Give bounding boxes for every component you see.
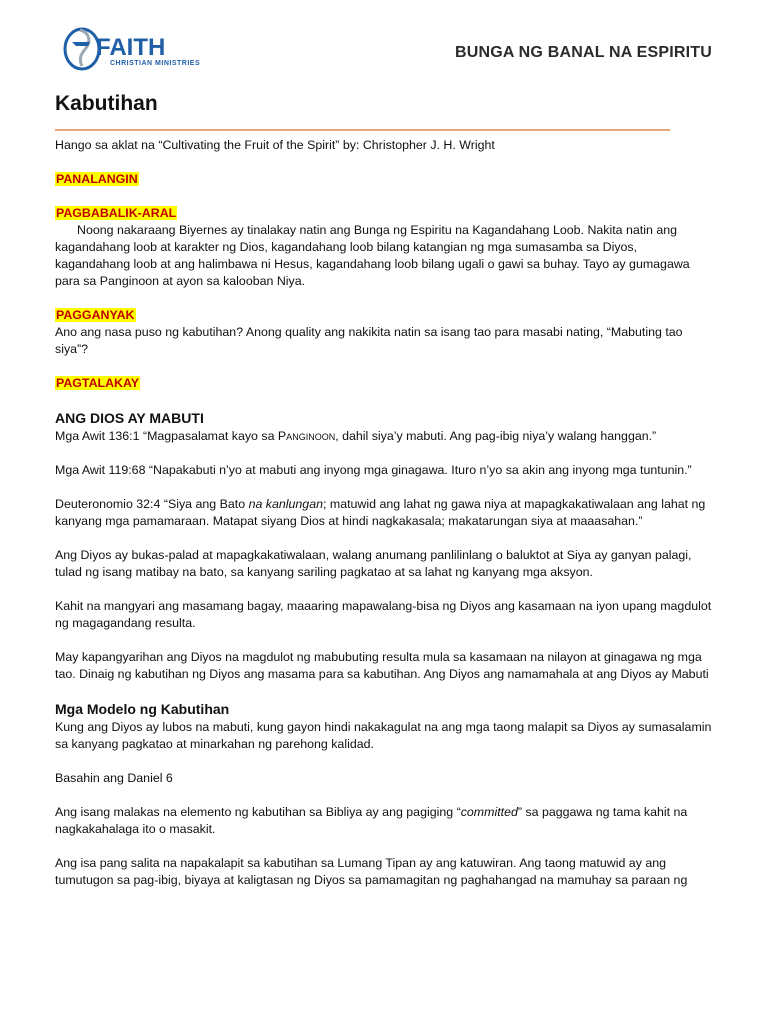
logo-text: FAITH <box>96 34 166 61</box>
paragraph-kapangyarihan: May kapangyarihan ang Diyos na magdulot ng mabubuting resulta mula sa kasamaan na nilayon at ginagawa ng mga tao. Dinaig ng kabutihan ng Diyos ang masama para sa kabutihan. Ang Diyos ang namamahala at ang Diyos ay Mabuti <box>55 650 709 681</box>
review-paragraph: Noong nakaraang Biyernes ay tinalakay natin ang Bunga ng Espiritu na Kagandahang Loob. Nakita natin ang kagandahang loob at karakter ng Dios, kagandahang loob bilang katangian ng mga sumasamba sa Diyos, kagandahang loob at ang halimbawa ni Hesus, kagandahang loob bilang ugali o gawi sa buhay. Tayo ay gumagawa para sa Panginoon at ayon sa kalooban Niya. <box>55 223 690 288</box>
paragraph-modelo: Kung ang Diyos ay lubos na mabuti, kung gayon hindi nakakagulat na ang mga taong malapit sa Diyos ay sumasalamin sa kanyang pagkatao at minarkahan ng parehong kalidad. <box>55 720 712 751</box>
paragraph-masamang-bagay: Kahit na mangyari ang masamang bagay, maaaring mapawalang-bisa ng Diyos ang kasamaan na iyon upang magdulot ng magagandang resulta. <box>55 599 712 630</box>
paragraph-committed: Ang isang malakas na elemento ng kabutihan sa Bibliya ay ang pagiging “committed” sa paggawa ng tama kahit na nagkakahalaga ito o masakit. <box>55 805 688 836</box>
section-label-panalangin: PANALANGIN <box>56 172 138 186</box>
paragraph-bukas-palad: Ang Diyos ay bukas-palad at mapagkakatiwalaan, walang anumang panlilinlang o baluktot at Siya ay ganyan palagi, tulad ng isang matibay na bato, sa kanyang sariling pagkatao at sa lahat ng kanyang mga aksyon. <box>55 548 692 579</box>
verse-awit-136: Mga Awit 136:1 “Magpasalamat kayo sa Panginoon, dahil siya’y mabuti. Ang pag-ibig niya’y walang hanggan.” <box>55 429 657 443</box>
heading-mga-modelo: Mga Modelo ng Kabutihan <box>55 701 230 717</box>
page-title: Kabutihan <box>55 92 158 115</box>
paragraph-basahin-daniel: Basahin ang Daniel 6 <box>55 771 173 785</box>
source-line: Hango sa aklat na “Cultivating the Fruit of the Spirit” by: Christopher J. H. Wright <box>55 138 495 152</box>
verse-deuteronomio: Deuteronomio 32:4 “Siya ang Bato na kanlungan; matuwid ang lahat ng gawa niya at mapagkakatiwalaan ang lahat ng kanyang mga pamamaraan. Matapat siyang Dios at hindi nagkakasala; makatarungan siya at maaasahan.” <box>55 497 706 528</box>
section-label-pagbabalik-aral: PAGBABALIK-ARAL <box>56 206 177 220</box>
section-label-pagganyak: PAGGANYAK <box>56 308 135 322</box>
faith-logo <box>58 22 208 74</box>
document-body <box>55 137 715 889</box>
logo-subtext: CHRISTIAN MINISTRIES <box>110 60 201 67</box>
heading-ang-dios-ay-mabuti: ANG DIOS AY MABUTI <box>55 410 204 426</box>
paragraph-katuwiran: Ang isa pang salita na napakalapit sa kabutihan sa Lumang Tipan ay ang katuwiran. Ang taong matuwid ay ang tumutugon sa pag-ibig, biyaya at kaligtasan ng Diyos sa pamamagitan ng paghahangad na mamuhay sa paraan ng <box>55 856 688 887</box>
section-label-pagtalakay: PAGTALAKAY <box>56 376 140 390</box>
title-divider <box>55 129 670 131</box>
motivation-paragraph: Ano ang nasa puso ng kabutihan? Anong quality ang nakikita natin sa isang tao para masabi nating, “Mabuting tao siya”? <box>55 325 683 356</box>
header-title: BUNGA NG BANAL NA ESPIRITU <box>454 44 712 61</box>
verse-awit-119: Mga Awit 119:68 “Napakabuti n’yo at mabuti ang inyong mga ginagawa. Ituro n’yo sa akin ang inyong mga tuntunin.” <box>55 463 692 477</box>
